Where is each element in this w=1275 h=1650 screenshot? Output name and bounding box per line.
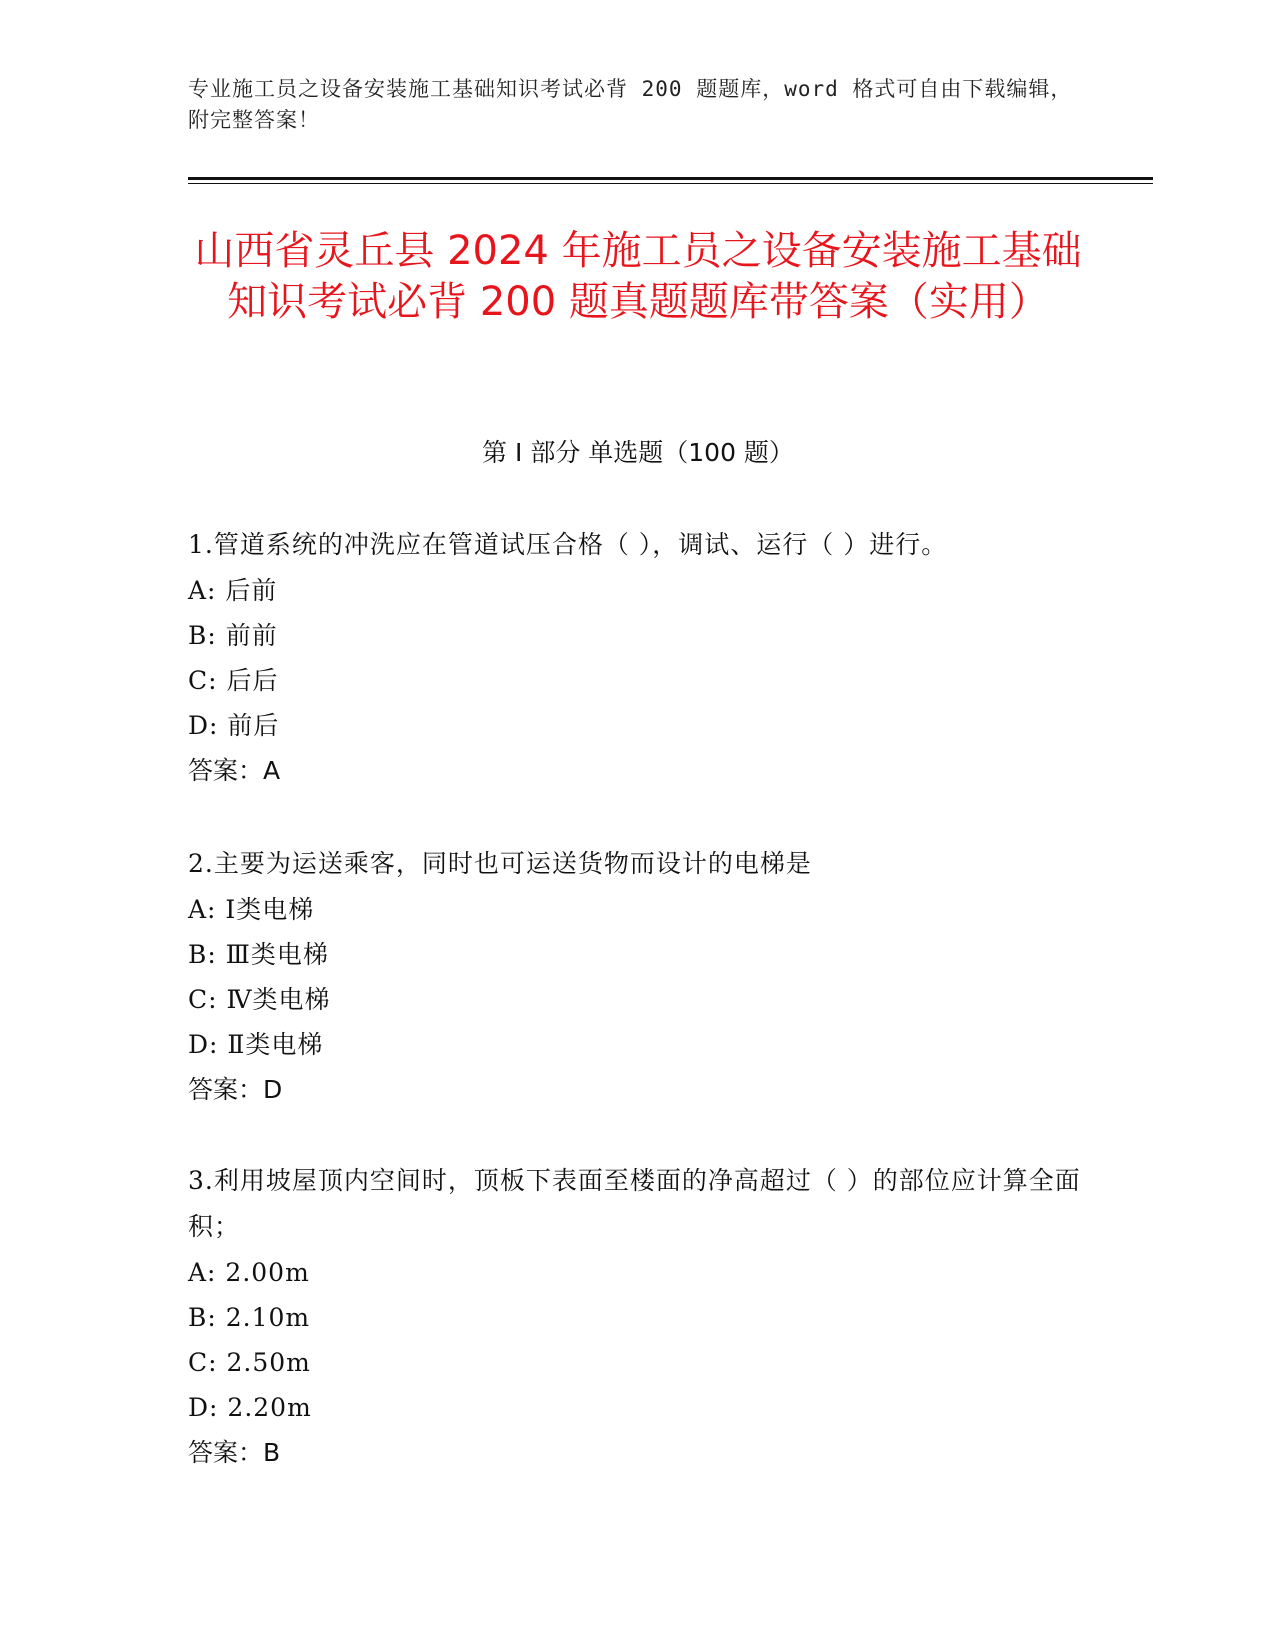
answer: 答案：A (188, 756, 281, 785)
header-divider-thick (188, 177, 1153, 180)
option-a: A: 2.00m (188, 1258, 310, 1287)
answer: 答案：B (188, 1438, 281, 1467)
document-title: 山西省灵丘县 2024 年施工员之设备安装施工基础知识考试必背 200 题真题题库带答案（实用） (194, 228, 1082, 325)
answer: 答案：D (188, 1075, 283, 1104)
question-1 (188, 522, 1088, 794)
option-c: C: 后后 (188, 666, 279, 695)
option-a: A: 后前 (188, 576, 278, 605)
question-2 (188, 841, 1088, 1113)
header-note: 专业施工员之设备安装施工基础知识考试必背 200 题题库，word 格式可自由下载编辑，附完整答案！ (188, 77, 1073, 132)
option-c: C: Ⅳ类电梯 (188, 985, 331, 1014)
option-b: B: Ⅲ类电梯 (188, 940, 329, 969)
option-c: C: 2.50m (188, 1348, 311, 1377)
question-3 (188, 1158, 1088, 1476)
option-b: B: 2.10m (188, 1303, 311, 1332)
option-d: D: 2.20m (188, 1393, 312, 1422)
option-d: D: 前后 (188, 711, 280, 740)
option-b: B: 前前 (188, 621, 278, 650)
option-a: A: Ⅰ类电梯 (188, 895, 315, 924)
section-title: 第 I 部分 单选题（100 题） (482, 438, 794, 467)
option-d: D: Ⅱ类电梯 (188, 1030, 324, 1059)
question-stem: 2.主要为运送乘客，同时也可运送货物而设计的电梯是 (188, 849, 812, 878)
header-divider-thin (188, 183, 1153, 184)
question-stem: 1.管道系统的冲洗应在管道试压合格（ ），调试、运行（ ）进行。 (188, 530, 948, 559)
question-stem: 3.利用坡屋顶内空间时，顶板下表面至楼面的净高超过（ ）的部位应计算全面积； (188, 1166, 1081, 1241)
